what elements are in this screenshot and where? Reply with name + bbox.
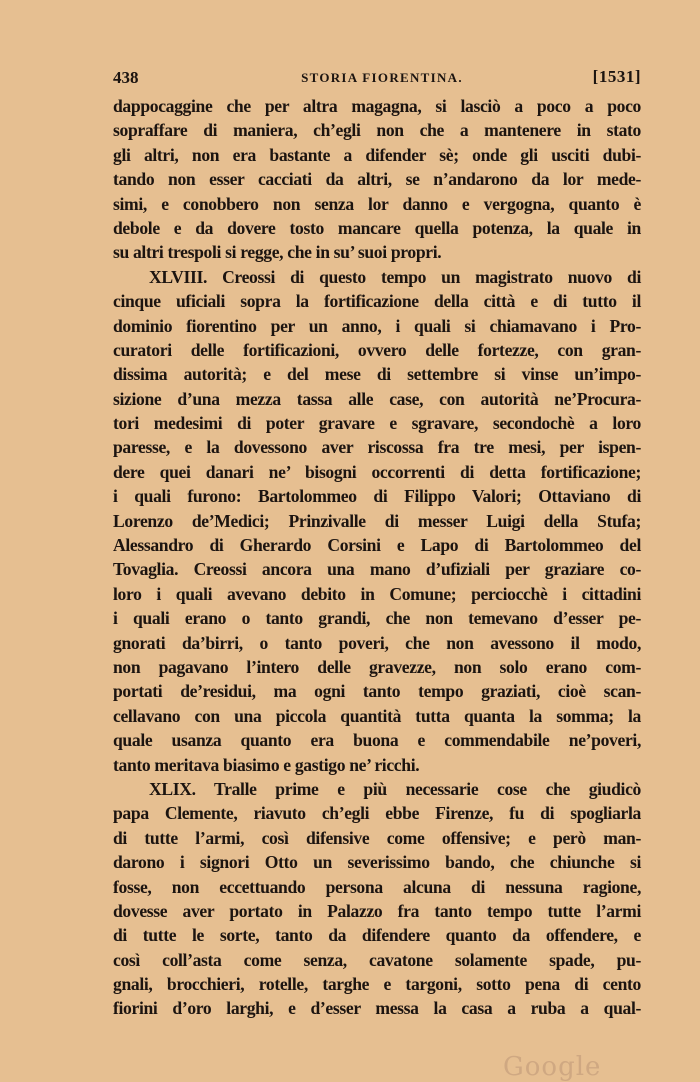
google-watermark: Google [503,1052,602,1082]
text-line: cinque uficiali sopra la fortificazione della città e di tutto il [113,291,641,312]
text-line: gli altri, non era bastante a difender sè; onde gli usciti dubi- [113,144,641,165]
section-heading-line: XLVIII. Creossi di questo tempo un magistrato nuovo di [149,266,641,287]
text-line: i quali furono: Bartolommeo di Filippo Valori; Ottaviano di [113,486,641,507]
text-line: tori medesimi di poter gravare e sgravare, secondochè a loro [113,413,641,434]
text-line: gnorati da’birri, o tanto poveri, che non avessono il modo, [113,632,641,653]
text-line: Lorenzo de’Medici; Prinzivalle di messer Luigi della Stufa; [113,510,641,531]
text-line: fiorini d’oro larghi, e d’esser messa la casa a ruba a qual- [113,998,641,1019]
text-line: sizione d’una mezza tassa alle case, con autorità ne’Procura- [113,388,641,409]
text-line: non pagavano l’intero delle gravezze, non solo erano com- [113,656,641,677]
text-line: quale usanza quanto era buona e commendabile ne’poveri, [113,730,641,751]
text-line: di tutte le sorte, tanto da difendere quanto da offendere, e [113,925,641,946]
text-line: curatori delle fortificazioni, ovvero delle fortezze, con gran- [113,339,641,360]
text-line: gnali, brocchieri, rotelle, targhe e targoni, sotto pena di cento [113,974,641,995]
body-text [113,94,641,1021]
section-heading-line: XLIX. Tralle prime e più necessarie cose che giudicò [149,778,641,799]
text-line: simi, e conobbero non senza lor danno e vergogna, quanto è [113,193,641,214]
text-line: portati de’residui, ma ogni tanto tempo graziati, cioè scan- [113,681,641,702]
text-line: così coll’asta come senza, cavatone solamente spade, pu- [113,949,641,970]
text-line: darono i signori Otto un severissimo bando, che chiunche si [113,852,641,873]
text-line: sopraffare di maniera, ch’egli non che a mantenere in stato [113,120,641,141]
text-line: fosse, non eccettuando persona alcuna di nessuna ragione, [113,876,641,897]
book-page [113,64,641,1021]
text-line: dissima autorità; e del mese di settembre si vinse un’impo- [113,364,641,385]
text-line: dere quei danari ne’ bisogni occorrenti di detta fortificazione; [113,461,641,482]
text-line: debole e da dovere tosto mancare quella potenza, la quale in [113,217,641,238]
text-line: papa Clemente, riavuto ch’egli ebbe Firenze, fu di spogliarla [113,803,641,824]
page-number: 438 [113,68,139,87]
text-line: dovesse aver portato in Palazzo fra tanto tempo tutte l’armi [113,900,641,921]
text-line: di tutte l’armi, così difensive come offensive; e però man- [113,827,641,848]
text-line: Tovaglia. Creossi ancora una mano d’ufiziali per graziare co- [113,559,641,580]
text-line: dominio fiorentino per un anno, i quali si chiamavano i Pro- [113,315,641,336]
text-line: tanto meritava biasimo e gastigo ne’ ricchi. [113,754,420,775]
year-marker: [1531] [592,67,641,86]
text-line: Alessandro di Gherardo Corsini e Lapo di Bartolommeo del [113,535,641,556]
text-line: dappocaggine che per altra magagna, si lasciò a poco a poco [113,96,641,116]
running-title: STORIA FIORENTINA. [301,70,463,85]
text-line: su altri trespoli si regge, che in su’ suoi propri. [113,242,442,263]
text-line: loro i quali avevano debito in Comune; perciocchè i cittadini [113,583,641,604]
text-line: i quali erano o tanto grandi, che non temevano d’esser pe- [113,608,641,629]
running-head [113,64,641,94]
text-line: tando non esser cacciati da altri, se n’andarono da lor mede- [113,169,641,190]
text-line: paresse, e la dovessono aver riscossa fra tre mesi, per ispen- [113,437,641,458]
text-line: cellavano con una piccola quantità tutta quanta la somma; la [113,705,641,726]
